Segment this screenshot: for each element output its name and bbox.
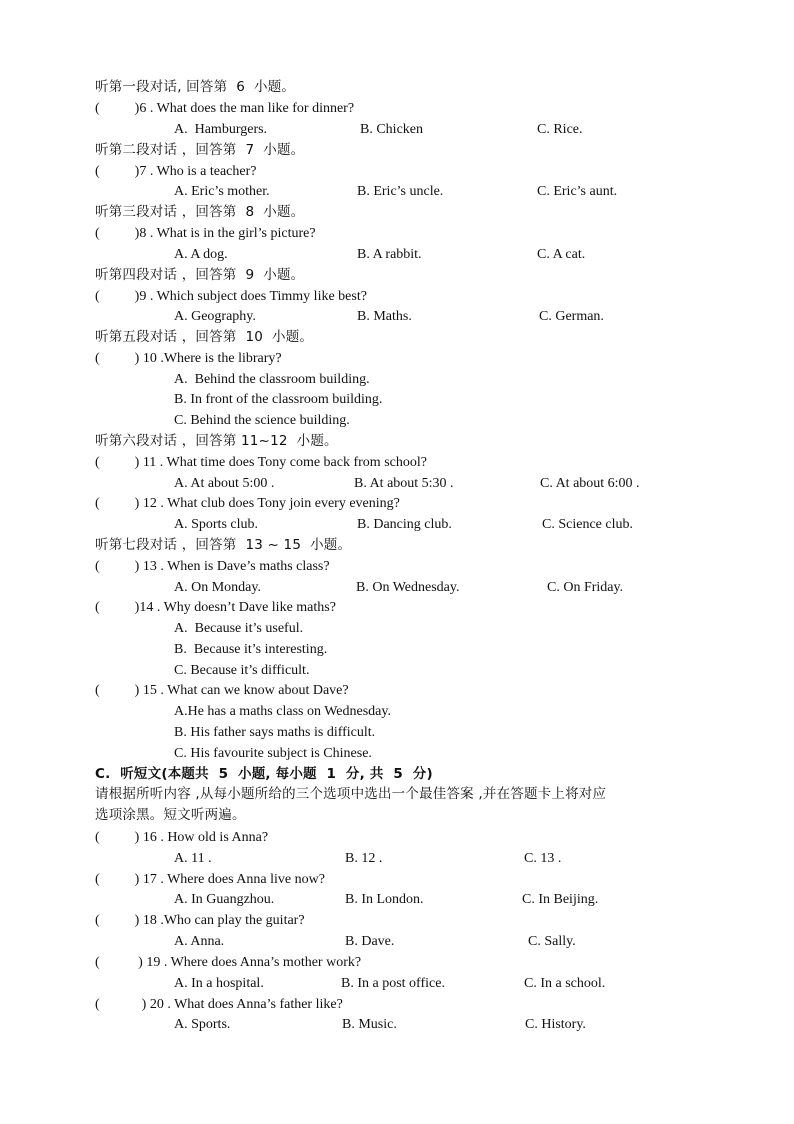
instruction: 选项涂黑。短文听两遍。 (95, 807, 246, 823)
option: A. Anna. (174, 934, 225, 949)
section-heading: 听第六段对话 ，回答第 11~12 小题。 (95, 433, 338, 449)
option: A. 11 . (174, 851, 212, 866)
option: C. His favourite subject is Chinese. (174, 746, 372, 761)
question: ( )7 . Who is a teacher? (95, 164, 257, 179)
option: A. Behind the classroom building. (174, 372, 370, 387)
option: A.He has a maths class on Wednesday. (174, 704, 391, 719)
question: ( )14 . Why doesn’t Dave like maths? (95, 600, 336, 615)
option: C. Science club. (542, 517, 633, 532)
section-heading: 听第三段对话 ，回答第 8 小题。 (95, 204, 305, 220)
question: ( ) 18 .Who can play the guitar? (95, 913, 305, 928)
question: ( ) 16 . How old is Anna? (95, 830, 269, 845)
option: A. Sports club. (174, 517, 258, 532)
option: B. Eric’s uncle. (357, 184, 444, 199)
option: C. History. (525, 1017, 586, 1032)
option: B. Dave. (345, 934, 395, 949)
option: B. Because it’s interesting. (174, 642, 328, 657)
question: ( ) 13 . When is Dave’s maths class? (95, 559, 330, 574)
option: C. Eric’s aunt. (537, 184, 618, 199)
option: B. In front of the classroom building. (174, 392, 383, 407)
option: B. At about 5:30 . (354, 476, 454, 491)
option: A. A dog. (174, 247, 228, 262)
option: B. Dancing club. (357, 517, 452, 532)
option: B. Maths. (357, 309, 412, 324)
option: B. His father says maths is difficult. (174, 725, 376, 740)
option: C. On Friday. (547, 580, 624, 595)
option: A. Sports. (174, 1017, 231, 1032)
option: B. Chicken (360, 122, 423, 137)
question: ( ) 19 . Where does Anna’s mother work? (95, 955, 362, 970)
option: C. Sally. (528, 934, 576, 949)
section-heading: 听第七段对话 ，回答第 13 ~ 15 小题。 (95, 537, 352, 553)
question: ( ) 11 . What time does Tony come back from school? (95, 455, 427, 470)
question: ( ) 15 . What can we know about Dave? (95, 683, 349, 698)
option: C. At about 6:00 . (540, 476, 640, 491)
option: A. On Monday. (174, 580, 261, 595)
option: A. At about 5:00 . (174, 476, 275, 491)
question: ( ) 20 . What does Anna’s father like? (95, 997, 343, 1012)
option: A. In a hospital. (174, 976, 264, 991)
option: B. In a post office. (341, 976, 445, 991)
question: ( ) 12 . What club does Tony join every evening? (95, 496, 400, 511)
option: A. In Guangzhou. (174, 892, 275, 907)
section-heading: 听第五段对话 ，回答第 10 小题。 (95, 329, 314, 345)
section-heading: 听第四段对话 ，回答第 9 小题。 (95, 267, 305, 283)
option: B. A rabbit. (357, 247, 422, 262)
option: A. Because it’s useful. (174, 621, 304, 636)
question: ( )9 . Which subject does Timmy like best? (95, 289, 367, 304)
option: C. In a school. (524, 976, 606, 991)
option: B. 12 . (345, 851, 383, 866)
option: A. Geography. (174, 309, 256, 324)
option: B. Music. (342, 1017, 397, 1032)
option: C. Behind the science building. (174, 413, 350, 428)
question: ( ) 17 . Where does Anna live now? (95, 872, 325, 887)
part-heading: C. 听短文(本题共 5 小题, 每小题 1 分, 共 5 分) (95, 766, 433, 782)
option: C. Because it’s difficult. (174, 663, 310, 678)
question: ( )6 . What does the man like for dinner? (95, 101, 355, 116)
option: A. Eric’s mother. (174, 184, 270, 199)
question: ( ) 10 .Where is the library? (95, 351, 282, 366)
option: A. Hamburgers. (174, 122, 268, 137)
option: C. A cat. (537, 247, 586, 262)
option: C. Rice. (537, 122, 583, 137)
section-heading: 听第一段对话, 回答第 6 小题。 (95, 79, 296, 95)
option: C. German. (539, 309, 604, 324)
section-heading: 听第二段对话 ，回答第 7 小题。 (95, 142, 305, 158)
option: B. On Wednesday. (356, 580, 460, 595)
question: ( )8 . What is in the girl’s picture? (95, 226, 316, 241)
instruction: 请根据所听内容 ,从每小题所给的三个选项中选出一个最佳答案 ,并在答题卡上将对应 (95, 786, 607, 802)
option: C. In Beijing. (522, 892, 599, 907)
option: B. In London. (345, 892, 424, 907)
option: C. 13 . (524, 851, 562, 866)
